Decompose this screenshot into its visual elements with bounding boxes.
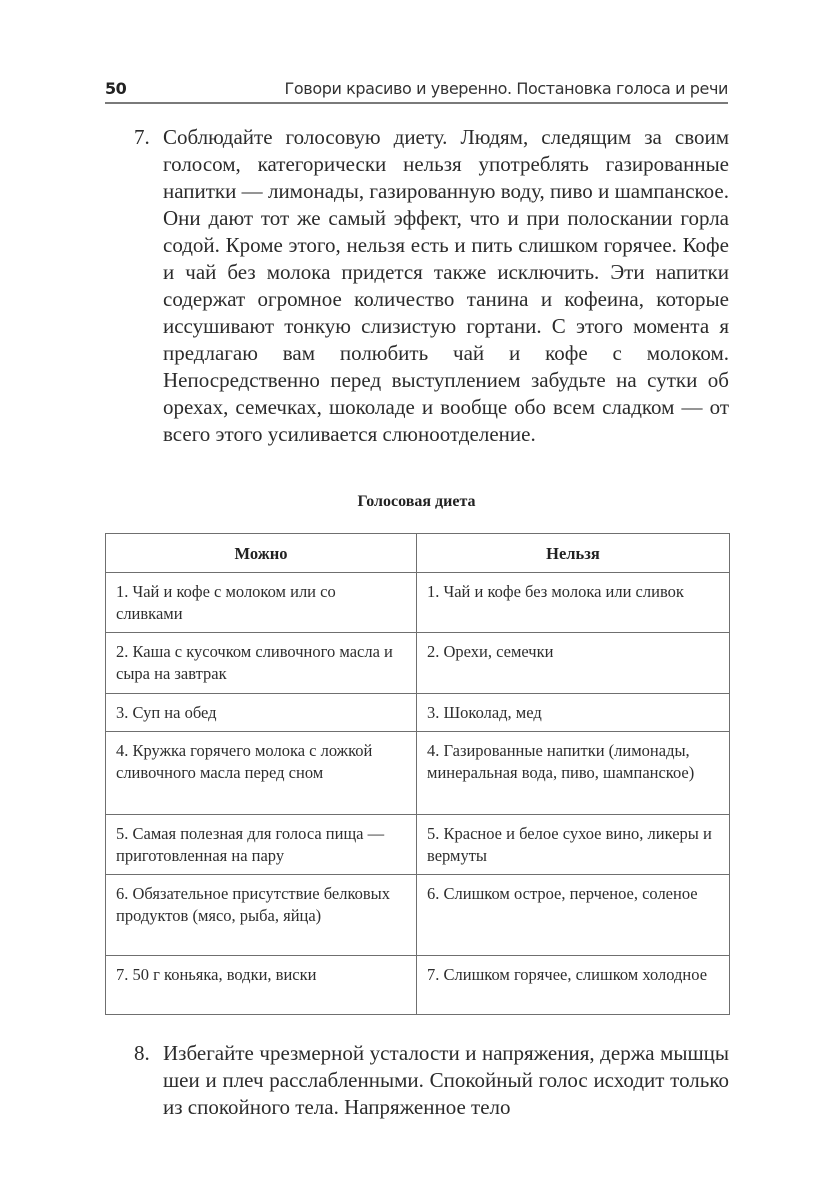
table-cell-allowed: 2. Каша с кусочком сливочного масла и сыра на завтрак: [106, 633, 417, 694]
table-row: [106, 956, 730, 1015]
table-row: [106, 815, 730, 875]
table-cell-forbidden: 5. Красное и белое сухое вино, ликеры и вермуты: [417, 815, 730, 875]
list-item-text: Избегайте чрезмерной усталости и напряжения, держа мышцы шеи и плеч расслабленными. Спокойный голос исходит только из спокойного тела. Напряженное тело: [163, 1041, 729, 1119]
table-cell-forbidden: 6. Слишком острое, перченое, соленое: [417, 875, 730, 956]
list-item-number: 7.: [134, 125, 150, 149]
table-cell-allowed: 5. Самая полезная для голоса пища — приготовленная на пару: [106, 815, 417, 875]
table-cell-forbidden: 3. Шоколад, мед: [417, 694, 730, 732]
list-item-number: 8.: [134, 1041, 150, 1065]
table-cell-forbidden: 4. Газированные напитки (лимонады, минеральная вода, пиво, шампанское): [417, 732, 730, 815]
table-cell-allowed: 7. 50 г коньяка, водки, виски: [106, 956, 417, 1015]
running-header: [105, 76, 728, 104]
table-cell-allowed: 4. Кружка горячего молока с ложкой сливочного масла перед сном: [106, 732, 417, 815]
column-header-forbidden: Нельзя: [417, 534, 730, 573]
table-row: [106, 573, 730, 633]
table-cell-allowed: 6. Обязательное присутствие белковых продуктов (мясо, рыба, яйца): [106, 875, 417, 956]
list-item-7: [134, 124, 729, 448]
voice-diet-table: [105, 533, 730, 1015]
table-cell-forbidden: 7. Слишком горячее, слишком холодное: [417, 956, 730, 1015]
table-caption: Голосовая диета: [357, 493, 476, 510]
table-row: [106, 694, 730, 732]
table-cell-forbidden: 2. Орехи, семечки: [417, 633, 730, 694]
table-row: [106, 633, 730, 694]
table-cell-allowed: 1. Чай и кофе с молоком или со сливками: [106, 573, 417, 633]
table-cell-allowed: 3. Суп на обед: [106, 694, 417, 732]
book-title: Говори красиво и уверенно. Постановка голоса и речи: [284, 79, 728, 98]
table-row: [106, 732, 730, 815]
page-number: 50: [105, 79, 127, 98]
list-item-text: Соблюдайте голосовую диету. Людям, следящим за своим голосом, категорически нельзя употреблять газированные напитки — лимонады, газированную воду, пиво и шампанское. Они дают тот же самый эффект, что и при полоскании горла содой. Кроме этого, нельзя есть и пить слишком горячее. Кофе и чай без молока придется также исключить. Эти напитки содержат огромное количество танина и кофеина, которые иссушивают тонкую слизистую гортани. С этого момента я предлагаю вам полюбить чай и кофе с молоком. Непосредственно перед выступлением забудьте на сутки об орехах, семечках, шоколаде и вообще обо всем сладком — от всего этого усиливается слюноотделение.: [163, 125, 729, 446]
table-header-row: [106, 534, 730, 573]
table-cell-forbidden: 1. Чай и кофе без молока или сливок: [417, 573, 730, 633]
list-item-8: [134, 1040, 729, 1121]
column-header-allowed: Можно: [106, 534, 417, 573]
table-row: [106, 875, 730, 956]
